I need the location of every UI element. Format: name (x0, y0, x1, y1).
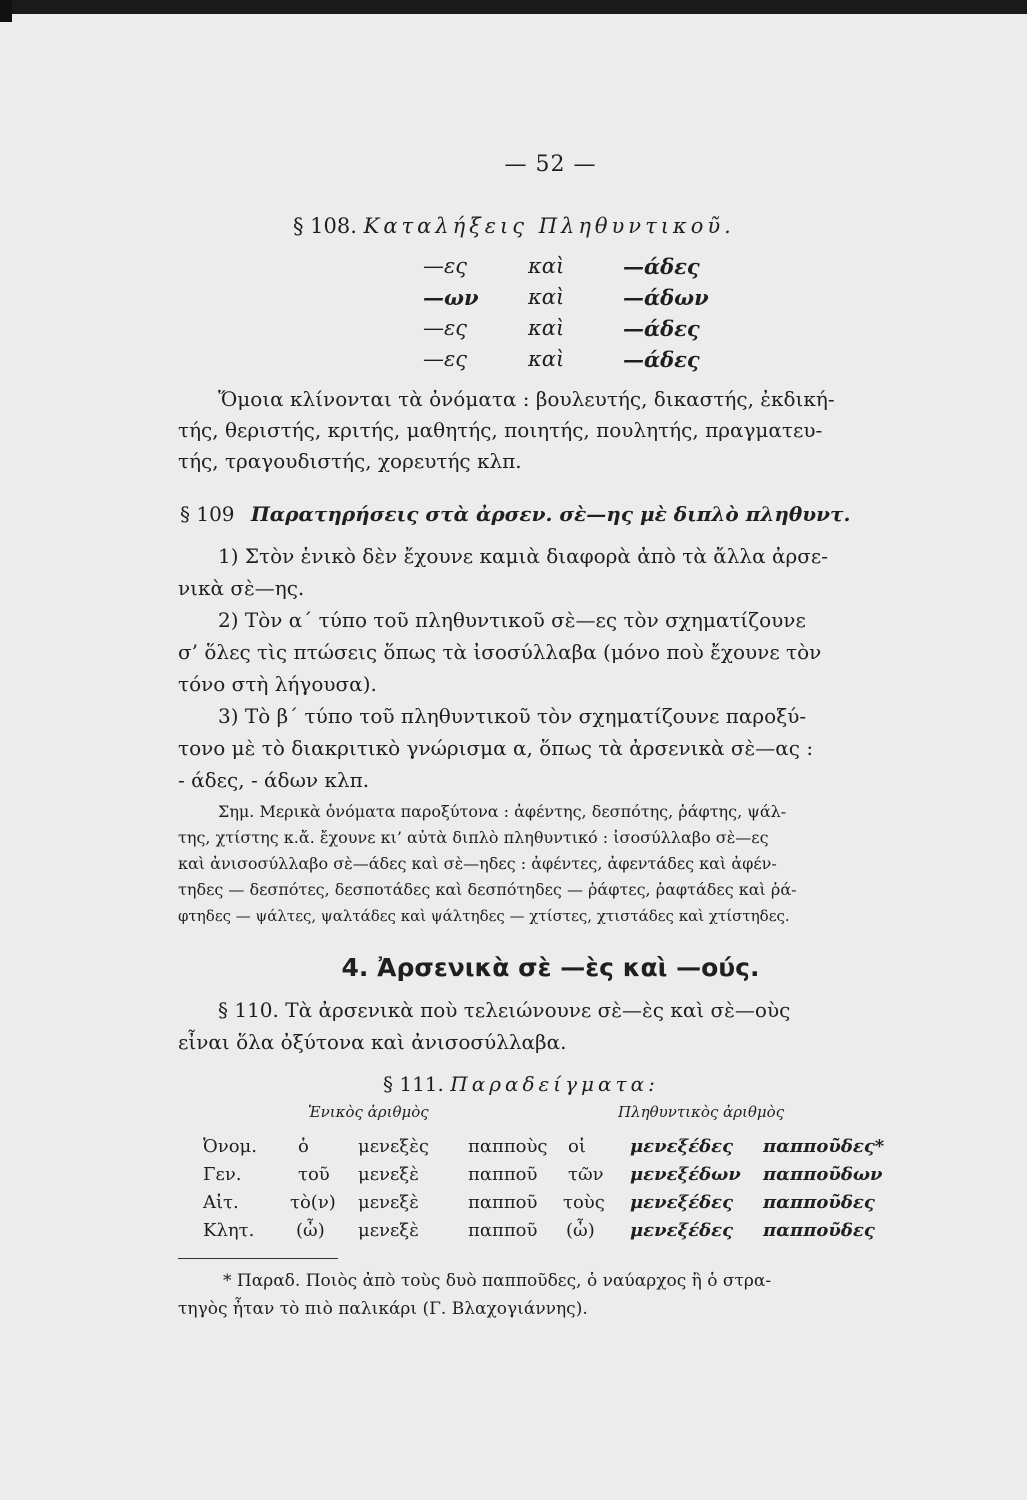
article: τὸ(ν) (290, 1192, 336, 1213)
s111-label: § 111. (383, 1072, 444, 1096)
article-plural: τῶν (568, 1164, 604, 1185)
word-plural: παπποῦδες* (763, 1136, 885, 1157)
article-plural: (ὦ) (566, 1220, 595, 1241)
word-plural: παπποῦδων (763, 1164, 883, 1185)
footnote-line: τηγὸς ἦταν τὸ πιὸ παλικάρι (Γ. Βλαχογιάννης). (178, 1299, 588, 1319)
s110-line: § 110. Τὰ ἀρσενικὰ ποὺ τελειώνουνε σὲ—ὲς καὶ σὲ—οὺς (218, 998, 791, 1022)
word-singular: μενεξὲ (358, 1164, 419, 1185)
note-line: φτηδες — ψάλτες, ψαλτάδες καὶ ψάλτηδες — χτίστες, χτιστάδες καὶ χτίστηδες. (178, 907, 790, 925)
article: (ὦ) (296, 1220, 325, 1241)
article-plural: τοὺς (563, 1192, 605, 1213)
word-singular: παπποῦ (468, 1220, 538, 1241)
note-line: Σημ. Μερικὰ ὀνόματα παροξύτονα : ἀφέντης, δεσπότης, ῥάφτης, ψάλ- (218, 802, 787, 821)
article: ὁ (298, 1136, 309, 1157)
s108-text-line: τής, θεριστής, κριτής, μαθητής, ποιητής, πουλητής, πραγματευ- (178, 418, 823, 442)
word-singular: μενεξὲς (358, 1136, 429, 1157)
s108-heading (293, 212, 735, 241)
s109-line: τονο μὲ τὸ διακριτικὸ γνώρισμα α, ὅπως τὰ ἀρσενικὰ σὲ—ας : (178, 736, 814, 760)
s109-line: νικὰ σὲ—ης. (178, 576, 305, 600)
case-label: Κλητ. (203, 1220, 255, 1241)
s108-title: Καταλήξεις Πληθυντικοῦ. (363, 214, 735, 238)
page-number: — 52 — (504, 152, 597, 177)
s108-label: § 108. (293, 214, 357, 238)
footnote-line: * Παραδ. Ποιὸς ἀπὸ τοὺς δυὸ παπποῦδες, ὁ ναύαρχος ἢ ὁ στρα- (223, 1271, 772, 1291)
word-plural: μενεξέδων (630, 1164, 741, 1185)
s108-text-line: τής, τραγουδιστής, χορευτής κλπ. (178, 449, 522, 473)
ending-c: —άδες (623, 347, 700, 372)
s110-line: εἶναι ὅλα ὀξύτονα καὶ ἀνισοσύλλαβα. (178, 1030, 567, 1054)
word-singular: μενεξὲ (358, 1192, 419, 1213)
section-heading: 4. Ἀρσενικὰ σὲ —ὲς καὶ —ούς. (341, 953, 760, 982)
ending-and: καὶ (528, 347, 565, 371)
ending-and: καὶ (528, 316, 565, 340)
ending-a: —ες (423, 347, 468, 371)
word-plural: μενεξέδες (630, 1136, 734, 1157)
ending-and: καὶ (528, 285, 565, 309)
word-plural: παπποῦδες (763, 1192, 875, 1213)
word-singular: παπποῦ (468, 1192, 538, 1213)
word-plural: παπποῦδες (763, 1220, 875, 1241)
singular-header: Ἑνικὸς ἀριθμὸς (308, 1103, 429, 1121)
scan-top-border (0, 0, 1027, 14)
ending-a: —ες (423, 254, 468, 278)
ending-and: καὶ (528, 254, 565, 278)
case-label: Αἰτ. (203, 1192, 239, 1213)
word-singular: μενεξὲ (358, 1220, 419, 1241)
footnote-rule (178, 1258, 338, 1259)
s108-text-line: Ὅμοια κλίνονται τὰ ὀνόματα : βουλευτής, δικαστής, ἐκδική- (218, 387, 835, 411)
word-plural: μενεξέδες (630, 1220, 734, 1241)
ending-a: —ες (423, 316, 468, 340)
plural-header: Πληθυντικὸς ἀριθμὸς (618, 1103, 785, 1121)
s109-line: σ’ ὅλες τὶς πτώσεις ὅπως τὰ ἰσοσύλλαβα (μόνο ποὺ ἔχουνε τὸν (178, 640, 822, 664)
s109-line: 3) Τὸ β΄ τύπο τοῦ πληθυντικοῦ τὸν σχηματίζουνε παροξύ- (218, 704, 807, 728)
ending-c: —άδες (623, 254, 700, 279)
s109-line: τόνο στὴ λήγουσα). (178, 672, 377, 696)
case-label: Γεν. (203, 1164, 242, 1185)
ending-c: —άδες (623, 316, 700, 341)
s109-line: 1) Στὸν ἑνικὸ δὲν ἔχουνε καμιὰ διαφορὰ ἀπὸ τὰ ἄλλα ἀρσε- (218, 544, 828, 568)
s111-title: Παραδείγματα: (450, 1072, 659, 1096)
s109-line: - άδες, - άδων κλπ. (178, 768, 370, 792)
note-line: της, χτίστης κ.ἄ. ἔχουνε κι’ αὐτὰ διπλὸ πληθυντικό : ἰσοσύλλαβο σὲ—ες (178, 828, 769, 847)
s109-line: 2) Τὸν α΄ τύπο τοῦ πληθυντικοῦ σὲ—ες τὸν σχηματίζουνε (218, 608, 806, 632)
word-singular: παπποῦ (468, 1164, 538, 1185)
s111-heading (383, 1070, 659, 1099)
scan-corner-mark (0, 0, 12, 22)
article: τοῦ (298, 1164, 330, 1185)
note-line: τηδες — δεσπότες, δεσποτάδες καὶ δεσπότηδες — ῥάφτες, ῥαφτάδες καὶ ῥά- (178, 880, 797, 899)
ending-c: —άδων (623, 285, 709, 310)
article-plural: οἱ (568, 1136, 586, 1157)
note-line: καὶ ἀνισοσύλλαβο σὲ—άδες καὶ σὲ—ηδες : ἀφέντες, ἀφεντάδες καὶ ἀφέν- (178, 854, 777, 873)
s109-label: § 109 (180, 502, 235, 526)
word-plural: μενεξέδες (630, 1192, 734, 1213)
s109-title: Παρατηρήσεις στὰ ἀρσεν. σὲ—ης μὲ διπλὸ πληθυντ. (250, 502, 851, 526)
word-singular: παπποὺς (468, 1136, 548, 1157)
ending-a: —ων (423, 285, 479, 310)
s109-heading (180, 500, 850, 529)
case-label: Ὀνομ. (203, 1136, 257, 1157)
